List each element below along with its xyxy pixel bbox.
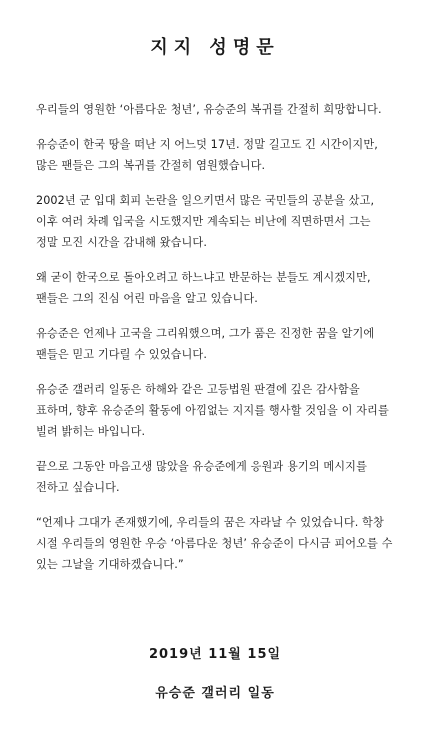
- paragraph-8: “언제나 그대가 존재했기에, 우리들의 꿈은 자라날 수 있었습니다. 학창 시절 우리들의 영원한 우승 ‘아름다운 청년’ 유승준이 다시금 피어오를 수 있는 그날을 기대하겠습니다.”: [36, 516, 393, 571]
- paragraph-3: 2002년 군 입대 회피 논란을 일으키면서 많은 국민들의 공분을 샀고, 이후 여러 차례 입국을 시도했지만 계속되는 비난에 직면하면서 그는 정말 모진 시간을 감내해 왔습니다.: [36, 194, 375, 249]
- statement-date: 2019년 11월 15일: [148, 647, 282, 662]
- paragraph-2: 유승준이 한국 땅을 떠난 지 어느덧 17년. 정말 길고도 긴 시간이지만, 많은 팬들은 그의 복귀를 간절히 염원했습니다.: [36, 138, 378, 172]
- paragraph-6: 유승준 갤러리 일동은 하해와 같은 고등법원 판결에 깊은 감사함을 표하며, 향후 유승준의 활동에 아낌없는 지지를 행사할 것임을 이 자리를 빌려 밝히는 바입니다.: [36, 383, 389, 438]
- statement-signature: 유승준 갤러리 일동: [155, 686, 275, 701]
- document-title: 지지 성명문: [150, 37, 280, 58]
- paragraph-5: 유승준은 언제나 고국을 그리워했으며, 그가 품은 진정한 꿈을 알기에 팬들은 믿고 기다릴 수 있었습니다.: [36, 327, 375, 361]
- paragraph-1: 우리들의 영원한 ‘아름다운 청년’, 유승준의 복귀를 간절히 희망합니다.: [36, 103, 382, 116]
- statement-body: [36, 99, 394, 575]
- paragraph-4: 왜 굳이 한국으로 돌아오려고 하느냐고 반문하는 분들도 계시겠지만, 팬들은 그의 진심 어린 마음을 알고 있습니다.: [36, 271, 371, 305]
- paragraph-7: 끝으로 그동안 마음고생 많았을 유승준에게 응원과 용기의 메시지를 전하고 싶습니다.: [36, 460, 367, 494]
